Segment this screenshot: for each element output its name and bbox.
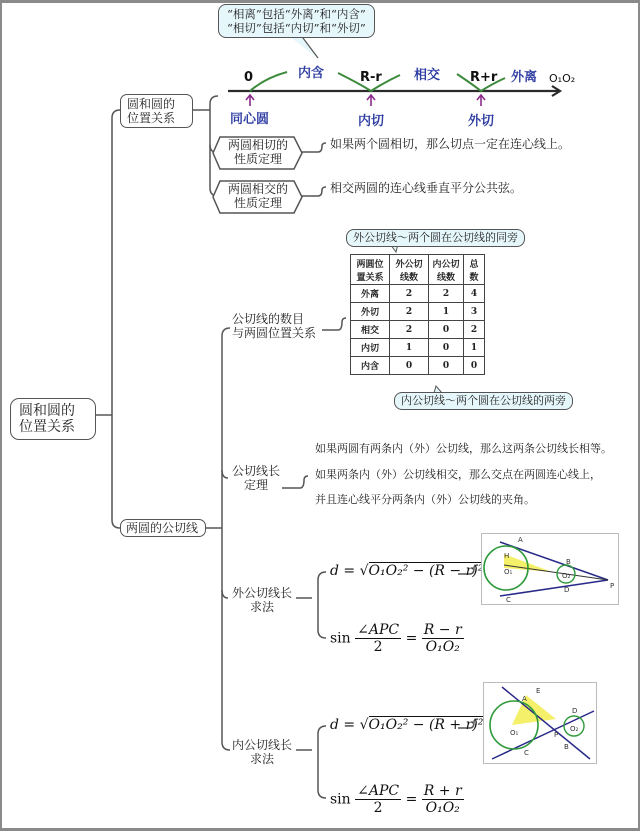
- svg-text:H: H: [504, 552, 510, 560]
- segment-wai-li: 外离: [511, 70, 538, 85]
- tangent-theorem-line2: 性质定理: [233, 152, 282, 166]
- common-tangents-label: 两圆的公切线: [126, 521, 199, 535]
- root-node[interactable]: [10, 398, 96, 440]
- formula-radicand: O₁O₂² − (R + r)²: [368, 717, 484, 733]
- position-note-callout: [218, 4, 375, 38]
- length-theorem-text-2: 如果两条内（外）公切线相交，那么交点在两圆连心线上，: [315, 468, 601, 481]
- root-label-line2: 位置关系: [19, 419, 75, 435]
- table-row: [351, 303, 485, 321]
- table-cell: 相交: [351, 321, 390, 339]
- table-row: [351, 357, 485, 375]
- position-relation-node[interactable]: [120, 94, 193, 128]
- table-cell: 3: [464, 303, 485, 321]
- table-header-cell: 两圆位 置关系: [351, 255, 390, 285]
- svg-text:A: A: [522, 695, 527, 703]
- table-cell: 2: [464, 321, 485, 339]
- formula-lhs: d: [330, 563, 339, 579]
- table-header-cell: 总 数: [464, 255, 485, 285]
- svg-text:O₁: O₁: [510, 729, 519, 737]
- table-cell: 4: [464, 285, 485, 303]
- intersect-theorem-line2: 性质定理: [233, 196, 282, 210]
- root-label-line1: 圆和圆的: [19, 403, 75, 419]
- length-theorem-text-1: 如果两圆有两条内（外）公切线，那么这两条公切线长相等。: [315, 442, 612, 455]
- internal-tangent-callout: 内公切线～两个圆在公切线的两旁: [394, 392, 573, 410]
- svg-text:O₁: O₁: [504, 568, 513, 576]
- internal-length-line2: 求法: [250, 752, 275, 766]
- internal-tangent-figure: [483, 682, 597, 764]
- table-cell: 外离: [351, 285, 390, 303]
- tangent-theorem-text: 如果两个圆相切，那么切点一定在连心线上。: [330, 137, 571, 151]
- table-cell: 2: [429, 285, 464, 303]
- table-cell: 0: [429, 357, 464, 375]
- internal-length-line1: 内公切线长: [232, 738, 293, 752]
- table-cell: 1: [429, 303, 464, 321]
- callout-line-2: “相切”包括“内切”和“外切”: [227, 21, 366, 35]
- length-theorem-text-3: 并且连心线平分两条内（外）公切线的夹角。: [315, 493, 535, 506]
- svg-text:E: E: [536, 687, 541, 695]
- external-length-formula-sin: sin $\frac{\text{∠APC}}{2}$ = $\frac{R - r}{\text{O₁O₂}}$: [330, 622, 462, 655]
- formula-radicand: O₁O₂² − (R − r)²: [368, 563, 484, 579]
- svg-text:B: B: [566, 558, 571, 566]
- tangent-theorem-node[interactable]: [212, 138, 304, 166]
- point-r-plus: R+r: [470, 70, 498, 85]
- frac-numerator: ∠APC: [357, 783, 400, 799]
- point-zero: 0: [244, 70, 254, 85]
- table-cell: 0: [390, 357, 429, 375]
- length-theorem-line2: 定理: [244, 478, 269, 492]
- axis-label: O₁O₂: [549, 72, 576, 85]
- frac-denominator: O₁O₂: [425, 800, 460, 816]
- svg-text:A: A: [518, 536, 523, 544]
- external-length-line1: 外公切线长: [232, 586, 293, 600]
- intersect-theorem-line1: 两圆相交的: [227, 182, 288, 196]
- internal-length-formula-sin: sin $\frac{\text{∠APC}}{2}$ = $\frac{R + r}{\text{O₁O₂}}$: [330, 783, 462, 816]
- count-relation-line2: 与两圆位置关系: [232, 326, 317, 340]
- table-row: [351, 285, 485, 303]
- svg-text:C: C: [506, 596, 511, 604]
- intersect-theorem-text: 相交两圆的连心线垂直平分公共弦。: [330, 181, 523, 195]
- point-name-external-tangent: 外切: [468, 114, 495, 129]
- point-name-concentric: 同心圆: [230, 112, 270, 127]
- table-cell: 1: [464, 339, 485, 357]
- table-cell: 2: [390, 303, 429, 321]
- segment-xiang-jiao: 相交: [414, 68, 441, 83]
- tangent-theorem-line1: 两圆相切的: [227, 138, 288, 152]
- table-cell: 1: [390, 339, 429, 357]
- segment-nei-han: 内含: [298, 66, 325, 81]
- position-label-line1: 圆和圆的: [127, 97, 176, 111]
- callout-line-1: “相离”包括“外离”和“内含”: [227, 7, 366, 21]
- formula-fn: sin: [330, 630, 351, 647]
- external-tangent-callout: 外公切线～两个圆在公切线的同旁: [346, 229, 525, 247]
- length-theorem-node[interactable]: [232, 464, 280, 492]
- external-length-node[interactable]: [232, 586, 292, 614]
- table-header-row: [351, 255, 485, 285]
- table-cell: 2: [390, 285, 429, 303]
- svg-text:D: D: [572, 707, 578, 715]
- svg-text:P: P: [610, 582, 615, 590]
- table-header-cell: 内公切 线数: [429, 255, 464, 285]
- svg-text:C: C: [524, 749, 529, 757]
- length-theorem-line1: 公切线长: [232, 464, 281, 478]
- table-cell: 2: [390, 321, 429, 339]
- formula-lhs: d: [330, 717, 339, 733]
- svg-text:D: D: [564, 586, 570, 594]
- table-header-cell: 外公切 线数: [390, 255, 429, 285]
- frac-denominator: 2: [373, 639, 383, 655]
- svg-text:O₂: O₂: [562, 572, 571, 580]
- formula-fn: sin: [330, 791, 351, 808]
- table-cell: 0: [464, 357, 485, 375]
- frac-numerator: R + r: [423, 783, 462, 799]
- point-r-minus: R-r: [360, 70, 382, 85]
- table-cell: 内含: [351, 357, 390, 375]
- table-cell: 内切: [351, 339, 390, 357]
- count-relation-line1: 公切线的数目: [232, 312, 305, 326]
- position-label-line2: 位置关系: [127, 111, 176, 125]
- internal-length-formula-d: d = √O₁O₂² − (R + r)²: [330, 717, 484, 733]
- external-length-line2: 求法: [250, 600, 275, 614]
- svg-text:P: P: [554, 731, 559, 739]
- count-relation-node[interactable]: [232, 312, 316, 340]
- frac-denominator: O₁O₂: [425, 639, 460, 655]
- frac-numerator: ∠APC: [357, 622, 400, 638]
- internal-length-node[interactable]: [232, 738, 292, 766]
- table-cell: 外切: [351, 303, 390, 321]
- table-cell: 0: [429, 321, 464, 339]
- point-name-internal-tangent: 内切: [358, 114, 385, 129]
- table-row: [351, 321, 485, 339]
- intersect-theorem-node[interactable]: [212, 182, 304, 210]
- svg-text:B: B: [564, 743, 569, 751]
- external-tangent-figure: [481, 533, 619, 605]
- external-length-formula-d: d = √O₁O₂² − (R − r)²: [330, 563, 484, 579]
- tangent-count-table: [350, 254, 485, 375]
- svg-text:O₂: O₂: [570, 725, 579, 733]
- table-row: [351, 339, 485, 357]
- frac-denominator: 2: [373, 800, 383, 816]
- common-tangents-node[interactable]: [120, 519, 206, 537]
- table-cell: 0: [429, 339, 464, 357]
- frac-numerator: R − r: [423, 622, 462, 638]
